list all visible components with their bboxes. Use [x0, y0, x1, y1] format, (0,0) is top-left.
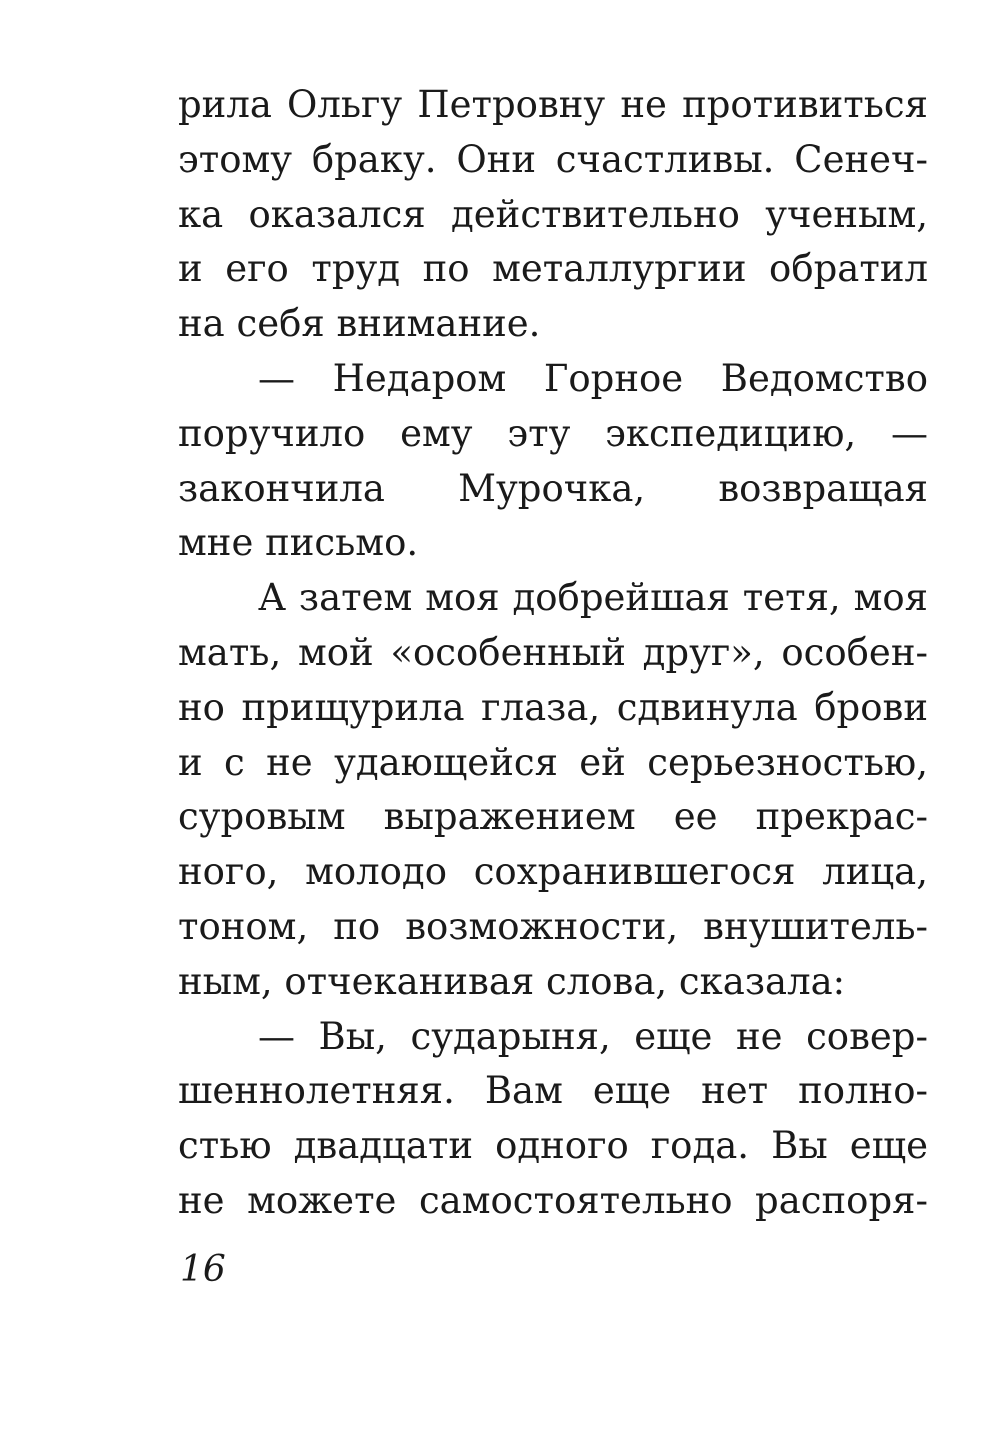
text-line: и его труд по металлургии обратил: [178, 247, 928, 291]
text-line: поручило ему эту экспедицию, —: [178, 411, 928, 455]
page-number: 16: [180, 1249, 226, 1290]
text-line: не можете самостоятельно распоря-: [178, 1178, 928, 1222]
text-line: тоном, по возможности, внушитель-: [178, 904, 928, 948]
text-line: ного, молодо сохранившегося лица,: [178, 850, 928, 894]
text-line: А затем моя добрейшая тетя, моя: [258, 576, 928, 620]
text-line: но прищурила глаза, сдвинула брови: [178, 685, 928, 729]
text-line: — Вы, сударыня, еще не совер-: [258, 1014, 928, 1058]
text-line: закончила Мурочка, возвращая: [178, 466, 928, 510]
text-line: стью двадцати одного года. Вы еще: [178, 1124, 928, 1168]
text-line: ка оказался действительно ученым,: [178, 192, 928, 236]
text-line: и с не удающейся ей серьезностью,: [178, 740, 928, 784]
text-line: рила Ольгу Петровну не противиться: [178, 83, 928, 126]
text-line: мать, мой «особенный друг», особен-: [178, 630, 928, 674]
text-line: этому браку. Они счастливы. Сенеч-: [178, 137, 928, 181]
text-line: шеннолетняя. Вам еще нет полно-: [178, 1069, 928, 1113]
text-line: мне письмо.: [178, 521, 419, 565]
text-line: ным, отчеканивая слова, сказала:: [178, 959, 846, 1003]
text-line: суровым выражением ее прекрас-: [178, 795, 928, 839]
body-text: [178, 78, 928, 1229]
text-line: на себя внимание.: [178, 302, 541, 346]
text-line: — Недаром Горное Ведомство: [258, 356, 928, 400]
